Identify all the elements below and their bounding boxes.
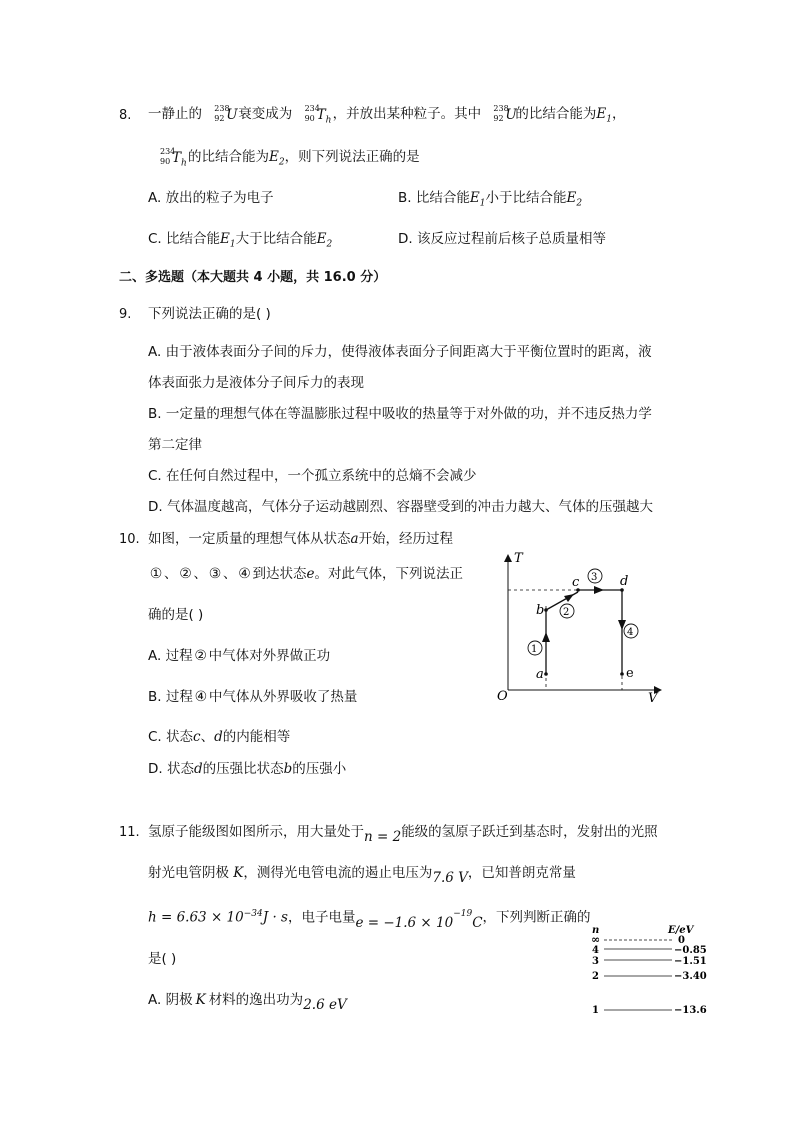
q10-stem-line3: 确的是( ) (148, 607, 204, 623)
q9-option-d[interactable]: D. 气体温度越高，气体分子运动越剧烈、容器壁受到的冲击力越大、气体的压强越大 (148, 499, 653, 515)
q8-option-a[interactable]: A. 放出的粒子为电子 (148, 190, 274, 206)
q10-option-b[interactable]: B. 过程 ④ 中气体从外界吸收了热量 (148, 689, 358, 705)
axis-t-label: T (514, 551, 523, 566)
q9-option-a-line1[interactable]: A. 由于液体表面分子间的斥力，使得液体表面分子间距离大于平衡位置时的距离，液 (148, 344, 652, 360)
level-4-e: −0.85 (674, 945, 707, 956)
point-e (620, 672, 624, 676)
level-2-e: −3.40 (674, 971, 707, 982)
label-c: c (572, 575, 580, 590)
axis-v-label: V (648, 691, 658, 706)
q10-stem-line2: ① 、 ② 、 ③ 、 ④ 到达状态e。对此气体，下列说法正 (149, 566, 463, 582)
q9-number: 9. (119, 307, 132, 322)
nuclide-th234-2: 234 90 $T_h$ (160, 147, 187, 169)
q10-number: 10. (119, 532, 140, 547)
text: 的比结合能为 (188, 149, 269, 165)
level-3-n: 3 (592, 956, 599, 967)
label-e: e (626, 666, 634, 681)
q9-option-b-line2: 第二定律 (148, 437, 202, 453)
text: ，则下列说法正确的是 (284, 149, 420, 165)
label-a: a (536, 667, 544, 682)
q11-number: 11. (119, 825, 140, 840)
text: ，并放出某种粒子。其中 (332, 106, 482, 122)
q11-option-a[interactable]: A. 阴极 K 材料的逸出功为2.6 eV (148, 992, 347, 1013)
level-inf-e: 0 (678, 935, 685, 946)
col-n-label: n (592, 925, 600, 936)
proc-label-4: 4 (627, 627, 634, 638)
q11-stem-line4: 是( ) (148, 951, 177, 967)
text: 一静止的 (148, 106, 202, 122)
q8-stem-line1: 一静止的 238 92 U 衰变成为 234 90 $T_h$ ，并放出某种粒子。其中 238 92 U 的比结合能为$E_1$， (148, 104, 626, 126)
level-3-e: −1.51 (674, 956, 707, 967)
label-d: d (620, 574, 629, 589)
q8-number: 8. (119, 108, 132, 123)
point-a (544, 672, 548, 676)
q9-option-c[interactable]: C. 在任何自然过程中，一个孤立系统中的总熵不会减少 (148, 468, 477, 484)
proc-label-3: 3 (591, 572, 598, 583)
q10-option-c[interactable]: C. 状态c、d的内能相等 (148, 729, 291, 745)
level-1-n: 1 (592, 1005, 599, 1016)
level-inf-n: ∞ (591, 933, 601, 946)
q9-option-a-line2: 体表面张力是液体分子间斥力的表现 (148, 375, 364, 391)
point-b (544, 608, 548, 612)
level-1-e: −13.6 (674, 1005, 707, 1016)
tv-diagram (490, 548, 670, 708)
label-b: b (536, 603, 545, 618)
q8-option-c[interactable]: C. 比结合能$E_1$大于比结合能$E_2$ (148, 231, 333, 250)
q8-option-b[interactable]: B. 比结合能$E_1$小于比结合能$E_2$ (398, 190, 583, 209)
nuclide-u238: 238 92 U (214, 104, 238, 123)
level-2-n: 2 (592, 971, 599, 982)
q10-option-a[interactable]: A. 过程 ② 中气体对外界做正功 (148, 648, 331, 664)
proc-label-2: 2 (563, 607, 570, 618)
text: 衰变成为 (238, 106, 293, 122)
q9-option-b-line1[interactable]: B. 一定量的理想气体在等温膨胀过程中吸收的热量等于对外做的功，并不违反热力学 (148, 406, 652, 422)
symbol-e2: $E_2$ (269, 149, 285, 168)
col-e-label: E/eV (668, 925, 694, 936)
nuclide-th234: 234 90 $T_h$ (304, 104, 332, 126)
origin-label: O (497, 689, 508, 704)
symbol-e1: $E_1$ (596, 106, 612, 125)
q11-stem-line2: 射光电管阴极 K，测得光电管电流的遏止电压为7.6 V，已知普朗克常量 (148, 865, 576, 886)
proc-label-1: 1 (531, 644, 538, 655)
energy-level-diagram (586, 922, 716, 1022)
section-multiple-choice-title: 二、多选题（本大题共 4 小题，共 16.0 分） (119, 270, 387, 285)
q8-stem-line2 (160, 148, 420, 172)
q11-stem-line1: 氢原子能级图如图所示，用大量处于n = 2能级的氢原子跃迁到基态时，发射出的光照 (148, 824, 658, 845)
q10-stem-line1: 如图，一定质量的理想气体从状态a开始，经历过程 (148, 531, 454, 547)
text: 的比结合能为 (515, 106, 597, 122)
level-4-n: 4 (592, 945, 599, 956)
q10-option-d[interactable]: D. 状态d的压强比状态b的压强小 (148, 761, 347, 777)
q9-stem: 下列说法正确的是( ) (148, 306, 271, 322)
nuclide-u238-2: 238 92 U (493, 104, 517, 123)
q8-option-d[interactable]: D. 该反应过程前后核子总质量相等 (398, 231, 606, 247)
q11-stem-line3: $h = 6.63 \times 10^{-34}J \cdot s$，电子电量$e = -1.6 \times 10^{-19}C$，下列判断正确的 (148, 909, 591, 931)
